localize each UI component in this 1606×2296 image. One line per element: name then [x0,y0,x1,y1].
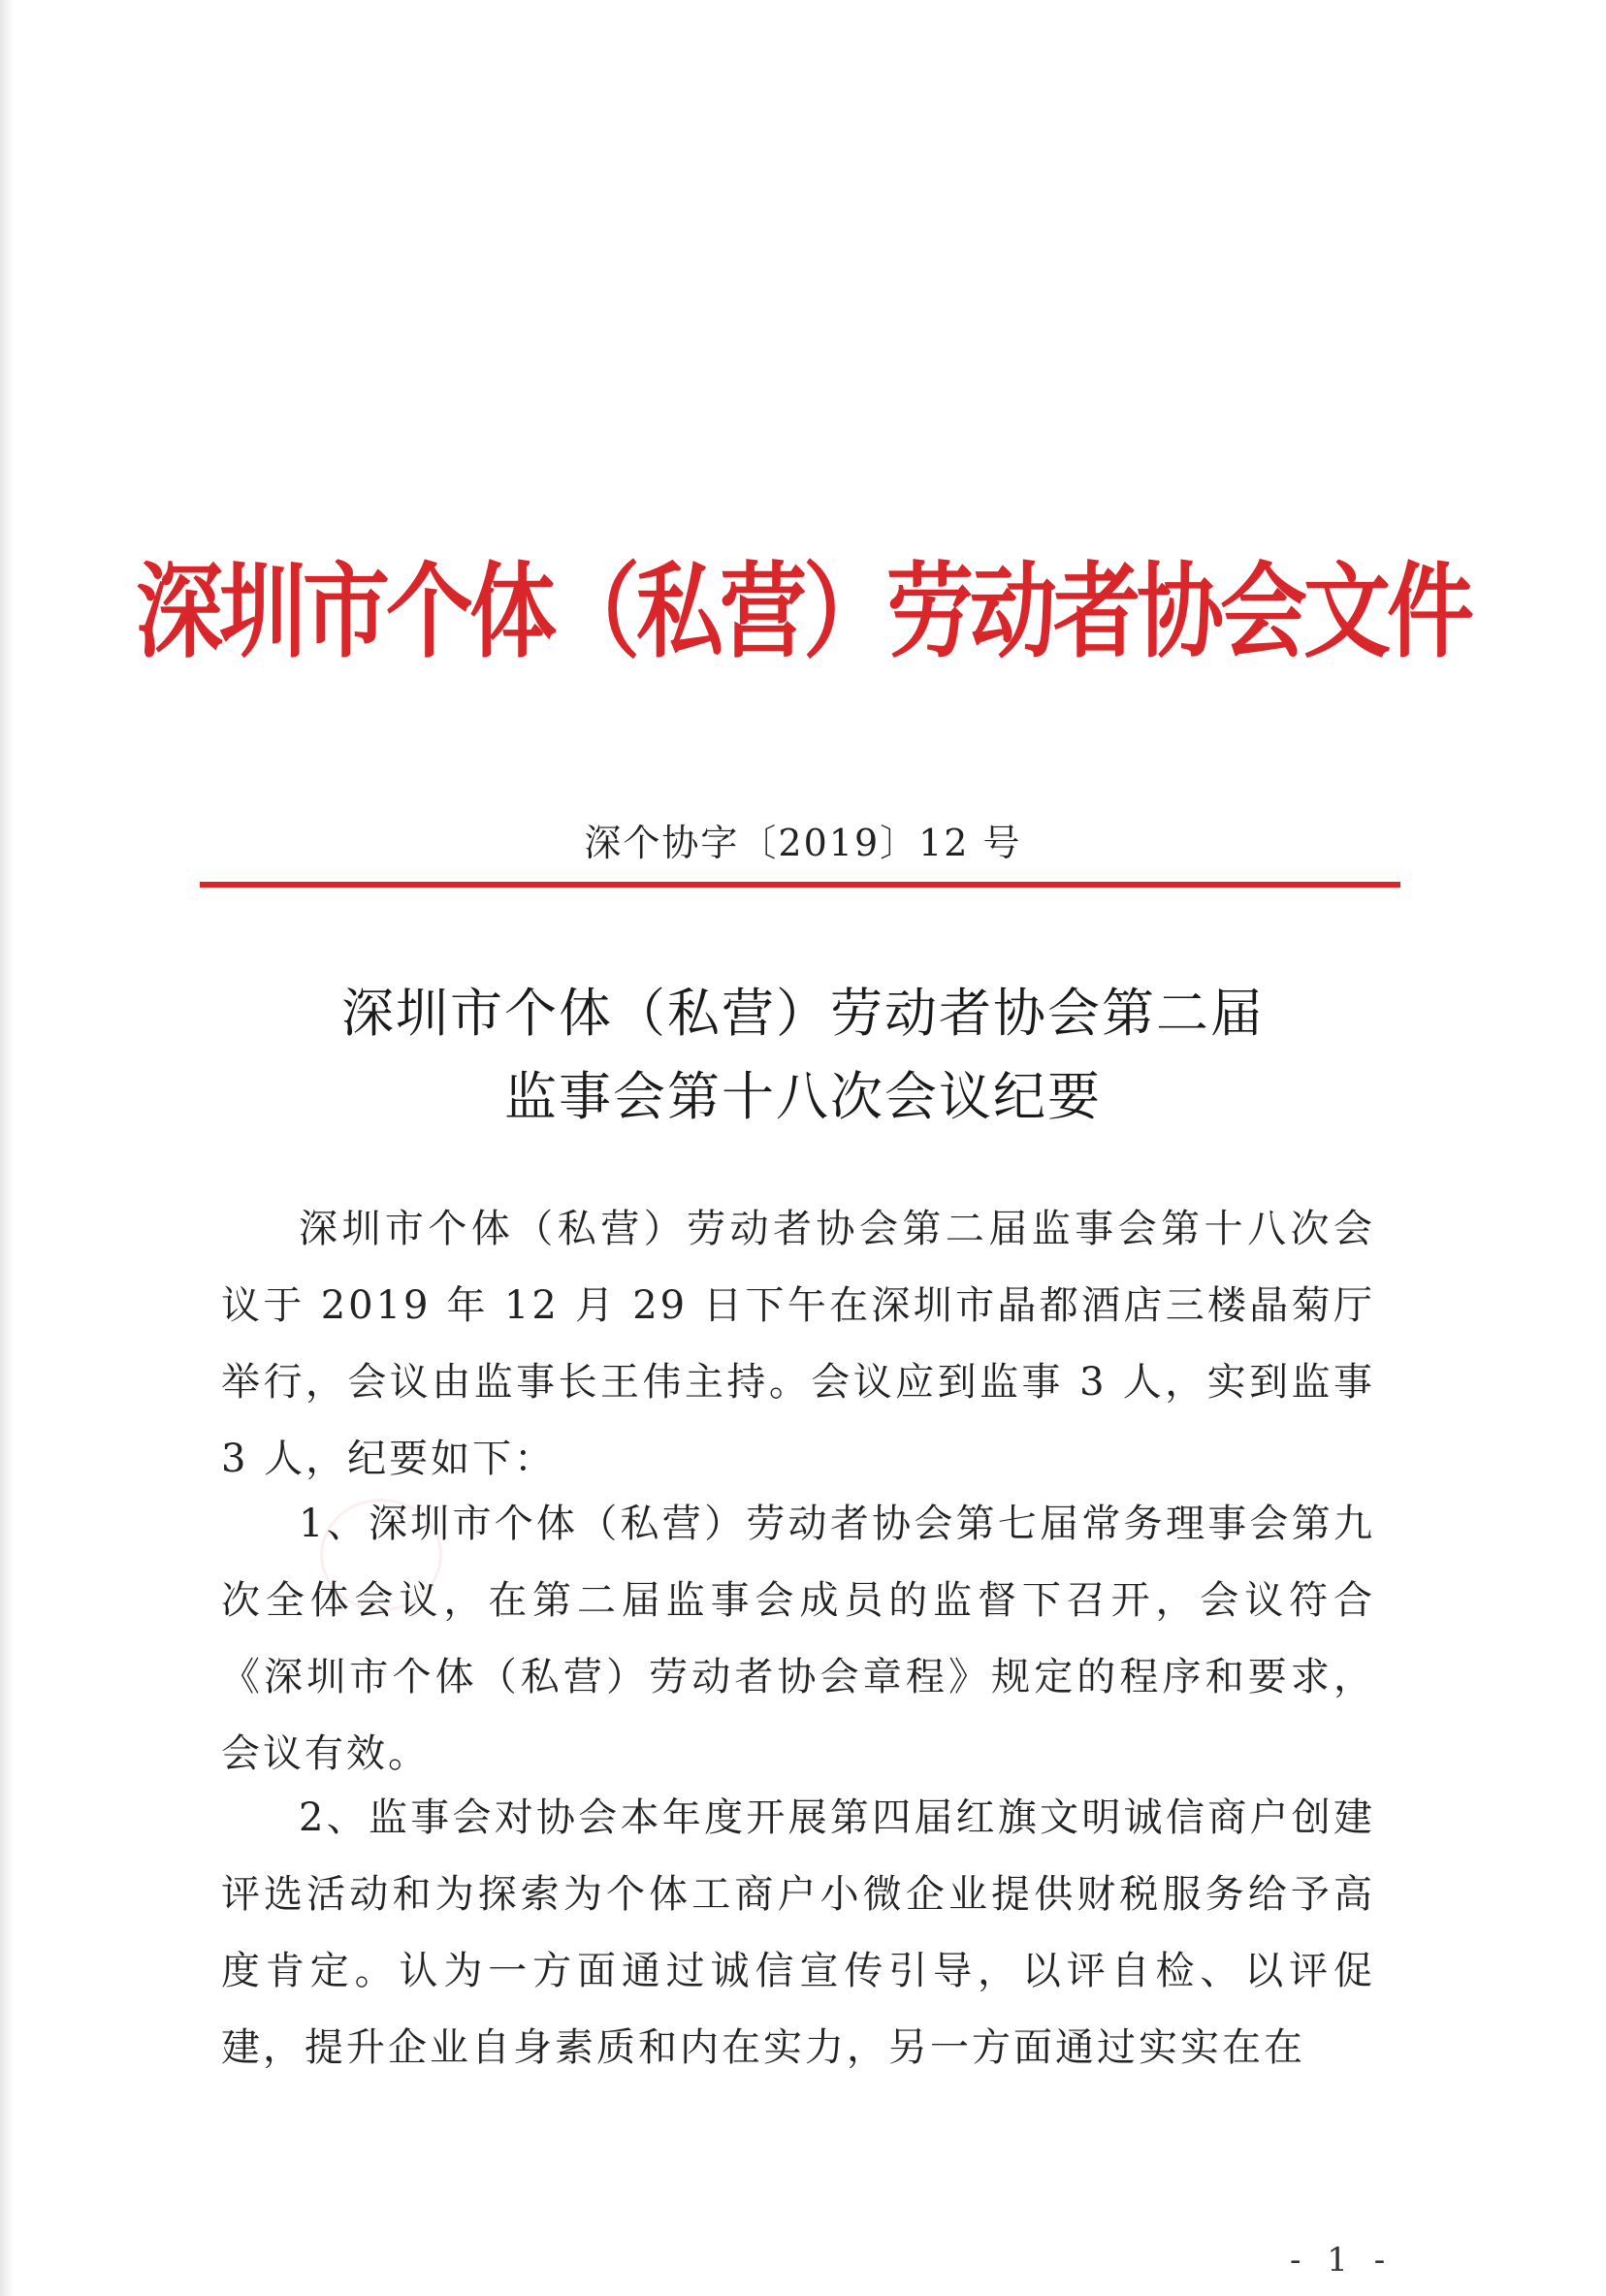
body-paragraph-3: 2、监事会对协会本年度开展第四届红旗文明诚信商户创建评选活动和为探索为个体工商户小微企业提供财税服务给予高度肯定。认为一方面通过诚信宣传引导，以评自检、以评促建，提升企业自身素质和内在实力，另一方面通过实实在在 [221,1795,1375,2070]
document-title-line-2: 监事会第十八次会议纪要 [504,1066,1102,1127]
body-paragraph-2: 1、深圳市个体（私营）劳动者协会第七届常务理事会第九次全体会议，在第二届监事会成员的监督下召开，会议符合《深圳市个体（私营）劳动者协会章程》规定的程序和要求，会议有效。 [221,1502,1375,1776]
letterhead-title: 深圳市个体（私营）劳动者协会文件 [136,551,1470,673]
document-title-line-1: 深圳市个体（私营）劳动者协会第二届 [341,983,1265,1044]
scan-edge-shadow [0,0,14,2296]
document-number: 深个协字〔2019〕12 号 [584,822,1022,864]
red-divider-line [200,882,1400,888]
page-number: - 1 - [1290,2241,1394,2280]
body-paragraph-1: 深圳市个体（私营）劳动者协会第二届监事会第十八次会议于 2019 年 12 月 29 日下午在深圳市晶都酒店三楼晶菊厅举行，会议由监事长王伟主持。会议应到监事 3 人，实到监事 3 人，纪要如下： [221,1207,1375,1481]
